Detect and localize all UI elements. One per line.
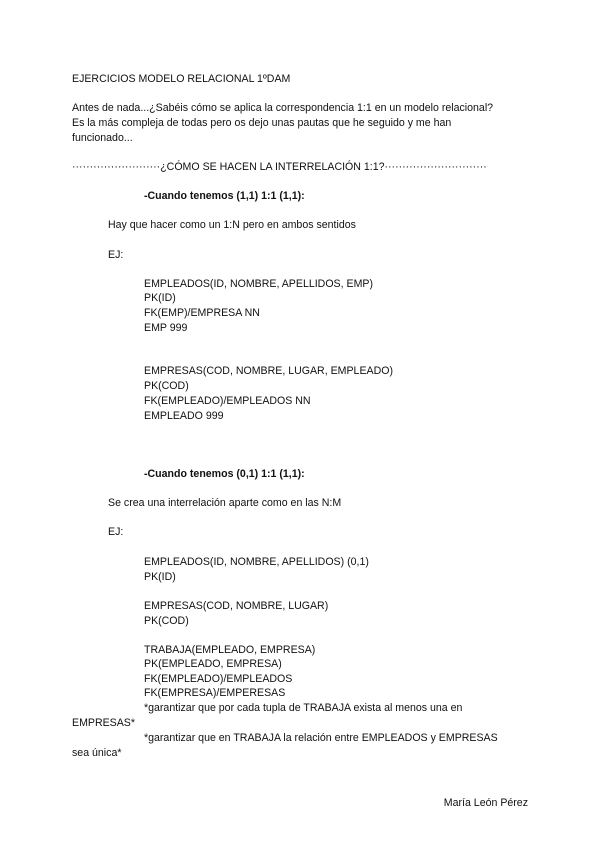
case2-note2-line-1: *garantizar que en TRABAJA la relación entre EMPLEADOS y EMPRESAS <box>144 732 498 744</box>
case2-heading: -Cuando tenemos (0,1) 1:1 (1,1): <box>144 468 305 480</box>
case2-table1-line-2: PK(ID) <box>144 571 176 583</box>
case2-table3-line-1: TRABAJA(EMPLEADO, EMPRESA) <box>144 644 316 656</box>
case2-table3-line-2: PK(EMPLEADO, EMPRESA) <box>144 658 282 670</box>
intro-line-3: funcionado... <box>72 132 133 144</box>
case1-table1-line-3: FK(EMP)/EMPRESA NN <box>144 307 260 319</box>
case1-heading: -Cuando tenemos (1,1) 1:1 (1,1): <box>144 190 305 202</box>
case2-description: Se crea una interrelación aparte como en las N:M <box>108 497 342 509</box>
case2-table2-line-1: EMPRESAS(COD, NOMBRE, LUGAR) <box>144 600 329 612</box>
case2-note2-line-2: sea única* <box>72 747 122 759</box>
case1-table1-line-4: EMP 999 <box>144 322 188 334</box>
case1-table1-line-1: EMPLEADOS(ID, NOMBRE, APELLIDOS, EMP) <box>144 278 373 290</box>
section-heading: ·························¿CÓMO SE HACEN LA INTERRELACIÓN 1:1?····························· <box>72 161 487 173</box>
intro-line-1: Antes de nada...¿Sabéis cómo se aplica la correspondencia 1:1 en un modelo relacional? <box>72 102 494 114</box>
case1-table2-line-1: EMPRESAS(COD, NOMBRE, LUGAR, EMPLEADO) <box>144 365 393 377</box>
case2-table3-line-3: FK(EMPLEADO)/EMPLEADOS <box>144 673 293 685</box>
document-title: EJERCICIOS MODELO RELACIONAL 1ºDAM <box>72 73 291 85</box>
intro-line-2: Es la más compleja de todas pero os dejo unas pautas que he seguido y me han <box>72 117 452 129</box>
case2-table2-line-2: PK(COD) <box>144 615 189 627</box>
case1-ej-label: EJ: <box>108 249 124 261</box>
case2-table3-line-4: FK(EMPRESA)/EMPERESAS <box>144 687 286 699</box>
footer-author: María León Pérez <box>443 797 528 809</box>
case2-note1-line-1: *garantizar que por cada tupla de TRABAJA exista al menos una en <box>144 702 463 714</box>
case1-table2-line-4: EMPLEADO 999 <box>144 410 224 422</box>
case2-table1-line-1: EMPLEADOS(ID, NOMBRE, APELLIDOS) (0,1) <box>144 556 369 568</box>
case1-table2-line-3: FK(EMPLEADO)/EMPLEADOS NN <box>144 395 311 407</box>
case2-note1-line-2: EMPRESAS* <box>72 717 135 729</box>
case1-table1-line-2: PK(ID) <box>144 292 176 304</box>
case1-description: Hay que hacer como un 1:N pero en ambos sentidos <box>108 219 356 231</box>
case1-table2-line-2: PK(COD) <box>144 380 189 392</box>
case2-ej-label: EJ: <box>108 526 124 538</box>
